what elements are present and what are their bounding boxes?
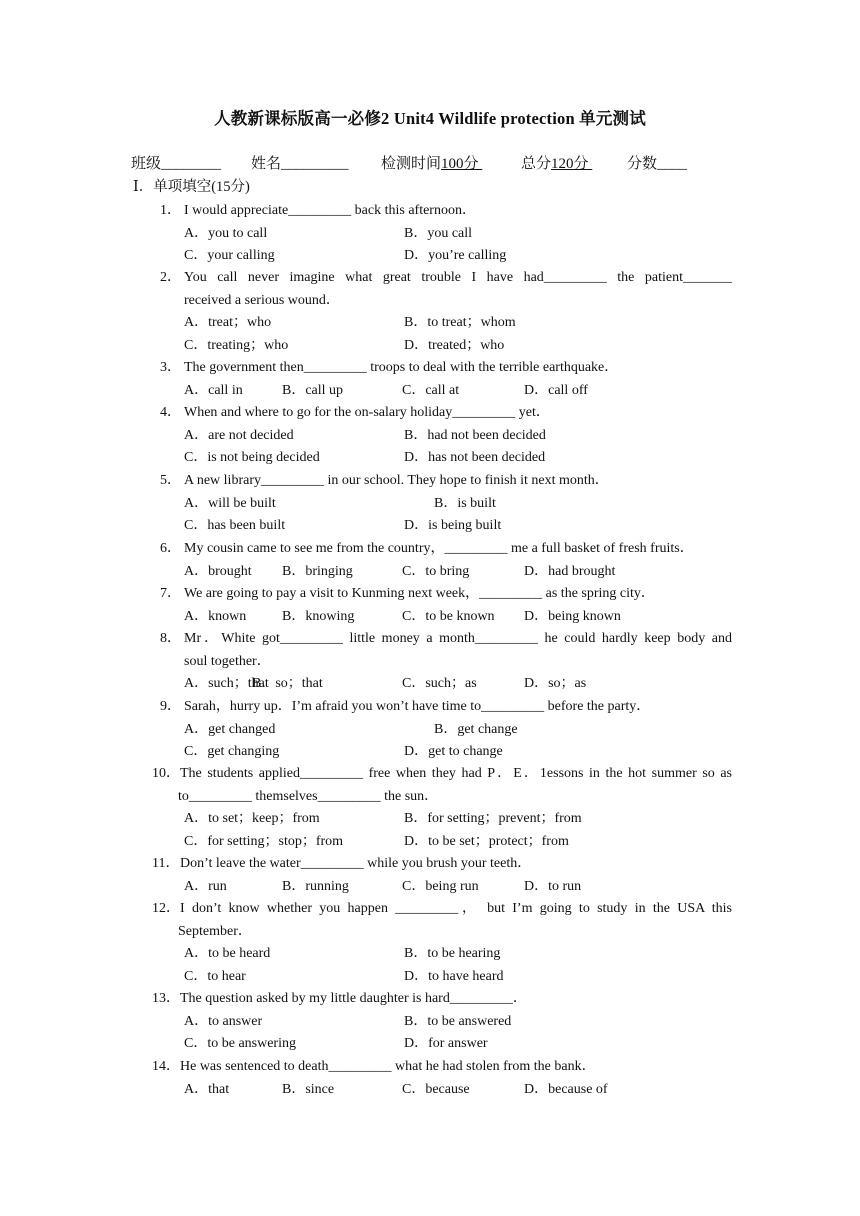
option-b[interactable]: B．to be answered: [404, 1013, 512, 1029]
option-c[interactable]: C．to be known: [402, 608, 495, 624]
question-5: [0, 470, 860, 538]
option-c[interactable]: C．to hear: [184, 968, 246, 984]
question-number: 13．: [152, 991, 180, 1006]
options-row: [0, 447, 860, 470]
question-number: 2．: [160, 270, 181, 285]
options-row: [0, 425, 860, 448]
question-1: [0, 200, 860, 268]
options-row: [0, 1011, 860, 1034]
option-c[interactable]: C．to be answering: [184, 1036, 296, 1052]
question-number: 4．: [160, 405, 181, 420]
question-number: 1．: [160, 203, 181, 218]
option-d[interactable]: D．because of: [524, 1081, 608, 1097]
option-b[interactable]: B．running: [282, 878, 349, 894]
option-d[interactable]: D．to run: [524, 878, 582, 894]
option-a[interactable]: A．known: [184, 608, 247, 624]
option-d[interactable]: D．is being built: [404, 518, 502, 534]
options-row: [0, 741, 860, 764]
option-a[interactable]: A．run: [184, 878, 227, 894]
option-a[interactable]: A．to be heard: [184, 946, 271, 962]
option-a[interactable]: A．will be built: [184, 495, 276, 511]
option-b[interactable]: B．so；that: [252, 676, 323, 692]
student-info-row: [0, 152, 860, 174]
options-row: [0, 561, 860, 584]
question-number: 5．: [160, 473, 181, 488]
option-c[interactable]: C．is not being decided: [184, 450, 320, 466]
question-number: 12．: [152, 901, 180, 916]
question-stem: Don’t leave the water_________ while you brush your teeth．: [180, 856, 532, 871]
option-a[interactable]: A．brought: [184, 563, 252, 579]
question-stem: He was sentenced to death_________ what he had stolen from the bank．: [180, 1059, 596, 1074]
question-stem: Mr．White got_________ little money a month_________ he could hardly keep body and: [184, 631, 732, 646]
question-number: 14．: [152, 1059, 180, 1074]
question-11: [0, 853, 860, 898]
option-d[interactable]: D．call off: [524, 382, 588, 398]
question-stem: The government then_________ troops to deal with the terrible earthquake．: [184, 360, 619, 375]
option-c[interactable]: C．has been built: [184, 518, 286, 534]
question-6: [0, 538, 860, 583]
question-stem: The question asked by my little daughter is hard_________．: [180, 991, 527, 1006]
question-stem: My cousin came to see me from the country，_________ me a full basket of fresh fruits．: [184, 541, 694, 556]
question-stem: You call never imagine what great trouble I have had_________ the patient_______: [184, 270, 732, 285]
question-stem: to_________ themselves_________ the sun．: [178, 788, 439, 804]
option-d[interactable]: D．to be set；protect；from: [404, 833, 569, 849]
time-field: [381, 152, 482, 173]
total-value: 120分: [551, 156, 593, 172]
total-label: 总分: [521, 156, 552, 172]
options-row: [0, 943, 860, 966]
question-12: [0, 898, 860, 988]
question-3: [0, 357, 860, 402]
option-d[interactable]: D．being known: [524, 608, 621, 624]
option-a[interactable]: A．to answer: [184, 1013, 263, 1029]
total-field: [521, 152, 592, 173]
option-a[interactable]: A．to set；keep；from: [184, 811, 320, 827]
option-c[interactable]: C．because: [402, 1081, 470, 1097]
option-b[interactable]: B．you call: [404, 225, 473, 241]
option-c[interactable]: C．being run: [402, 878, 479, 894]
section-heading: Ⅰ．单项填空(15分): [133, 179, 250, 195]
options-row: [0, 335, 860, 358]
option-b[interactable]: B．to be hearing: [404, 946, 501, 962]
options-row: [0, 380, 860, 403]
question-stem: A new library_________ in our school. They hope to finish it next month．: [184, 473, 609, 488]
option-b[interactable]: B．to treat；whom: [404, 315, 516, 331]
question-number: 3．: [160, 360, 181, 375]
options-row: [0, 1079, 860, 1102]
question-stem: Sarah，hurry up．I’m afraid you won’t have time to_________ before the party．: [184, 699, 651, 714]
question-stem: We are going to pay a visit to Kunming next week，_________ as the spring city．: [184, 586, 655, 601]
option-b[interactable]: B．bringing: [282, 563, 353, 579]
time-value: 100分: [441, 156, 483, 172]
options-row: [0, 312, 860, 335]
question-8: [0, 628, 860, 696]
question-stem: When and where to go for the on-salary holiday_________ yet．: [184, 405, 550, 420]
options-row: [0, 831, 860, 854]
time-label: 检测时间: [381, 156, 442, 172]
question-10: [0, 763, 860, 853]
document-title: 人教新课标版高一必修2 Unit4 Wildlife protection 单元测试: [214, 109, 646, 128]
options-row: [0, 966, 860, 989]
question-stem: I would appreciate_________ back this afternoon．: [184, 203, 476, 218]
question-13: [0, 988, 860, 1056]
question-number: 8．: [160, 631, 181, 646]
options-row: [0, 808, 860, 831]
option-d[interactable]: D．so；as: [524, 676, 587, 692]
option-a[interactable]: A．treat；who: [184, 315, 272, 331]
question-stem: I don’t know whether you happen _________， but I’m going to study in the USA this: [180, 901, 732, 916]
option-d[interactable]: D．had brought: [524, 563, 616, 579]
option-c[interactable]: C．get changing: [184, 744, 280, 760]
question-stem: received a serious wound．: [184, 292, 340, 308]
option-a[interactable]: A．call in: [184, 382, 243, 398]
options-row: [0, 245, 860, 268]
name-field[interactable]: 姓名_________: [251, 156, 349, 172]
option-b[interactable]: B．get change: [434, 721, 518, 737]
options-row: [0, 719, 860, 742]
option-d[interactable]: D．you’re calling: [404, 248, 507, 264]
option-a[interactable]: A．get changed: [184, 721, 276, 737]
option-a[interactable]: A．that: [184, 1081, 230, 1097]
option-d[interactable]: D．treated；who: [404, 337, 505, 353]
option-d[interactable]: D．for answer: [404, 1036, 488, 1052]
question-14: [0, 1056, 860, 1101]
option-b[interactable]: B．since: [282, 1081, 335, 1097]
options-row: [0, 223, 860, 246]
question-stem: soul together．: [184, 653, 271, 669]
option-d[interactable]: D．to have heard: [404, 968, 504, 984]
question-4: [0, 402, 860, 470]
option-d[interactable]: D．has not been decided: [404, 450, 546, 466]
options-row: [0, 673, 860, 696]
option-d[interactable]: D．get to change: [404, 744, 503, 760]
options-row: [0, 493, 860, 516]
option-a[interactable]: A．such；that: [184, 676, 269, 692]
options-row: [0, 515, 860, 538]
question-stem: The students applied_________ free when they had P．E．1essons in the hot summer so as: [180, 766, 732, 781]
options-row: [0, 606, 860, 629]
option-c[interactable]: C．your calling: [184, 248, 275, 264]
question-9: [0, 696, 860, 764]
option-b[interactable]: B．had not been decided: [404, 427, 546, 443]
option-c[interactable]: C．for setting；stop；from: [184, 833, 344, 849]
options-row: [0, 1033, 860, 1056]
question-number: 9．: [160, 699, 181, 714]
option-c[interactable]: C．to bring: [402, 563, 470, 579]
option-c[interactable]: C．treating；who: [184, 337, 289, 353]
option-c[interactable]: C．such；as: [402, 676, 477, 692]
option-b[interactable]: B．call up: [282, 382, 344, 398]
score-field[interactable]: 分数____: [627, 156, 688, 172]
question-number: 7．: [160, 586, 181, 601]
options-row: [0, 876, 860, 899]
question-stem: September．: [178, 923, 252, 939]
option-b[interactable]: B．knowing: [282, 608, 355, 624]
option-a[interactable]: A．are not decided: [184, 427, 294, 443]
question-number: 6．: [160, 541, 181, 556]
option-c[interactable]: C．call at: [402, 382, 460, 398]
question-2: [0, 267, 860, 357]
question-number: 11．: [152, 856, 180, 871]
option-b[interactable]: B．for setting；prevent；from: [404, 811, 582, 827]
question-7: [0, 583, 860, 628]
question-number: 10．: [152, 766, 180, 781]
class-field[interactable]: 班级________: [131, 156, 222, 172]
option-b[interactable]: B．is built: [434, 495, 496, 511]
option-a[interactable]: A．you to call: [184, 225, 268, 241]
